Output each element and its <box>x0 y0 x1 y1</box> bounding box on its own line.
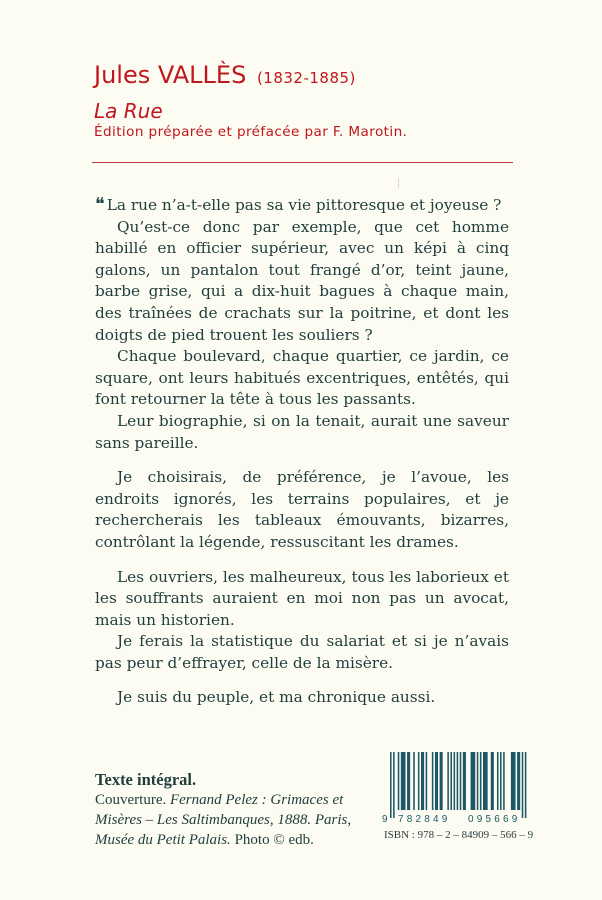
barcode-digits-left: 782849 <box>398 814 451 824</box>
barcode-bar <box>480 752 482 810</box>
cover-credit: Couverture. Fernand Pelez : Grimaces et Misères – Les Saltimbanques, 1888. Paris, Musée du Petit Palais. Photo © edb. <box>95 792 352 848</box>
author-dates: (1832-1885) <box>256 69 356 87</box>
barcode-bar <box>393 752 395 818</box>
barcode-bar <box>454 752 456 810</box>
cover-credit-artwork: Fernand Pelez : Grimaces et Misères – Les Saltimbanques, 1888. Paris, Musée du Petit Palais. <box>95 792 352 848</box>
barcode-bar <box>517 752 520 810</box>
print-mark <box>398 178 399 188</box>
edition-note: Édition préparée et préfacée par F. Marotin. <box>94 124 408 140</box>
barcode-digit-first: 9 <box>382 814 388 824</box>
book-title: La Rue <box>94 99 163 123</box>
barcode-bar <box>447 752 449 810</box>
barcode-bar <box>407 752 410 810</box>
barcode-bar <box>421 752 424 810</box>
excerpt-paragraph: Leur biographie, si on la tenait, aurait une saveur sans pareille. <box>95 411 509 452</box>
barcode-bar <box>398 752 400 810</box>
excerpt <box>95 194 509 709</box>
barcode-bar <box>432 752 434 810</box>
author-line <box>94 60 514 93</box>
opening-quote-icon: ❝ <box>95 194 103 215</box>
barcode-bar <box>483 752 488 810</box>
barcode-digits-right: 095669 <box>468 814 521 824</box>
barcode-bar <box>440 752 443 810</box>
excerpt-paragraph: Je ferais la statistique du salariat et si je n’avais pas peur d’effrayer, celle de la misère. <box>95 632 509 672</box>
integral-text-label: Texte intégral. <box>95 770 197 789</box>
barcode-bar <box>525 752 527 818</box>
barcode-bar <box>401 752 406 810</box>
excerpt-paragraph: Les ouvriers, les malheureux, tous les laborieux et les souffrants auraient en moi non pas un avocat, mais un historien. <box>95 567 509 629</box>
barcode-bar <box>477 752 479 810</box>
excerpt-paragraph: Chaque boulevard, chaque quartier, ce jardin, ce square, ont leurs habitués excentriques, entêtés, qui font retourner la tête à tous les passants. <box>95 347 509 409</box>
barcode-bar <box>463 752 466 810</box>
barcode-bar <box>503 752 505 810</box>
barcode-icon <box>380 752 540 824</box>
barcode-bar <box>471 752 476 810</box>
barcode-bar <box>497 752 499 810</box>
barcode-bar <box>390 752 392 818</box>
barcode-bar <box>450 752 452 810</box>
barcode-bar <box>522 752 524 818</box>
excerpt-paragraph: Je suis du peuple, et ma chronique aussi. <box>117 688 436 707</box>
excerpt-paragraph: Qu’est-ce donc par exemple, que cet homme habillé en officier supérieur, avec un képi à cinq galons, un pantalon tout frangé d’or, teint jaune, barbe grise, qui a dix-huit bagues à chaque main, des traînées de crachats sur la poitrine, et dont les doigts de pied trouent les souliers ? <box>95 217 509 344</box>
footer-credits <box>95 770 365 850</box>
header-divider <box>92 162 513 163</box>
isbn-number: ISBN : 978 – 2 – 84909 – 566 – 9 <box>384 829 534 841</box>
barcode-bar <box>418 752 420 810</box>
excerpt-paragraph: ❝ La rue n’a-t-elle pas sa vie pittoresque et joyeuse ? <box>95 194 502 215</box>
barcode-block <box>380 752 540 841</box>
barcode-bar <box>435 752 438 810</box>
barcode-bar <box>413 752 415 810</box>
author-name: Jules VALLÈS <box>94 61 247 89</box>
book-header <box>94 60 514 141</box>
barcode-bar <box>460 752 462 810</box>
barcode-bar <box>491 752 494 810</box>
barcode-bar <box>511 752 516 810</box>
excerpt-paragraph: Je choisirais, de préférence, je l’avoue, les endroits ignorés, les terrains populaires, et je rechercherais les tableaux émouvants, bizarres, contrôlant la légende, ressuscitant les drames. <box>95 468 509 551</box>
barcode-bar <box>426 752 428 810</box>
barcode-bar <box>457 752 459 810</box>
barcode-bar <box>500 752 502 810</box>
